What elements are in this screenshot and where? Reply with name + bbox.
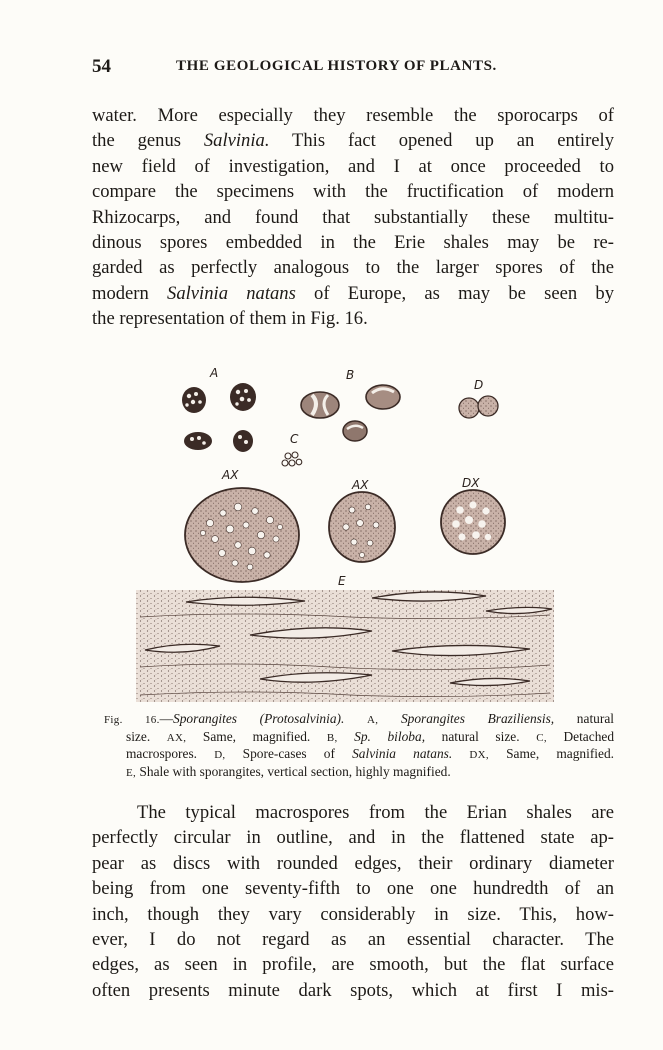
label-c: C xyxy=(290,432,299,446)
label-ax-2: AX xyxy=(352,478,369,492)
text-line: pear as discs with rounded edges, their ordinary diameter xyxy=(92,852,614,874)
figure-16-illustration xyxy=(90,355,625,705)
paragraph-1 xyxy=(92,103,614,332)
label-ref: E, xyxy=(126,766,137,779)
text-span: size. xyxy=(126,728,167,744)
figure-caption xyxy=(104,711,614,781)
italic-text: Sporangites xyxy=(173,711,237,726)
text-span: of Europe, as may be seen by xyxy=(295,282,614,304)
text-span: natural size. xyxy=(425,728,537,744)
label-d: D xyxy=(474,378,484,392)
label-ref: D, xyxy=(214,749,226,762)
text-line: dinous spores embedded in the Erie shales may be re- xyxy=(92,232,614,254)
label-e: E xyxy=(338,574,346,588)
paragraph-2 xyxy=(92,800,614,1003)
caption-line xyxy=(104,764,614,782)
text-line: garded as perfectly analogous to the larger spores of the xyxy=(92,257,614,279)
italic-text: Sporangites Braziliensis, xyxy=(400,711,555,726)
caption-line xyxy=(104,746,614,764)
text-span: natural xyxy=(554,711,614,726)
text-span: modern xyxy=(92,282,168,304)
text-line: inch, though they vary considerably in size. This, how- xyxy=(92,903,614,925)
text-line: edges, as seen in profile, are smooth, but the flat surface xyxy=(92,954,614,976)
label-ref: C, xyxy=(536,731,547,744)
label-dx: DX xyxy=(462,476,480,490)
italic-text: Salvinia. xyxy=(203,130,270,152)
label-ref: AX, xyxy=(166,731,187,744)
spores-group-d xyxy=(459,396,498,418)
text-span: macrospores. xyxy=(126,746,215,762)
text-span: Detached xyxy=(546,728,615,744)
label-ref: A, xyxy=(366,714,379,726)
text-line: new field of investigation, and I at once proceeded to xyxy=(92,155,614,177)
macrospore-ax-2 xyxy=(329,492,395,562)
italic-text: Salvinia natans xyxy=(167,282,296,304)
fig-label: Fig. 16. xyxy=(104,714,160,726)
text-span: This fact opened up an entirely xyxy=(269,130,614,152)
text-line: the representation of them in Fig. 16. xyxy=(92,308,368,330)
label-b: B xyxy=(346,368,355,382)
shale-section-e xyxy=(136,590,554,702)
text-line xyxy=(92,128,614,153)
text-line: Rhizocarps, and found that substantially these multitu- xyxy=(92,206,614,228)
text-span: Spore-cases of xyxy=(225,746,353,762)
text-span: the genus xyxy=(92,130,204,152)
text-line: being from one seventy-fifth to one one hundredth of an xyxy=(92,878,614,900)
italic-text: Salvinia natans. xyxy=(352,746,453,762)
macrospore-ax-1 xyxy=(185,488,299,582)
label-a: A xyxy=(210,366,219,380)
spores-group-a xyxy=(182,383,256,452)
spores-group-b xyxy=(301,385,400,441)
text-span: — xyxy=(159,711,174,726)
label-ref: B, xyxy=(326,731,338,744)
caption-line xyxy=(104,711,614,729)
text-span: Same, magnified. xyxy=(186,728,327,744)
text-span: Shale with sporangites, vertical section, highly magnified. xyxy=(136,763,451,779)
text-line: The typical macrospores from the Erian shales are xyxy=(137,802,614,823)
macrospore-dx xyxy=(441,490,505,554)
text-line: water. More especially they resemble the sporocarps of xyxy=(92,105,614,126)
text-line: perfectly circular in outline, and in the flattened state ap- xyxy=(92,827,614,849)
text-line xyxy=(92,281,614,306)
text-line: compare the specimens with the fructification of modern xyxy=(92,181,614,203)
text-span xyxy=(452,746,469,761)
italic-text: Sp. biloba, xyxy=(354,728,426,744)
italic-text: (Protosalvinia). xyxy=(259,711,345,726)
text-span: Same, magnified. xyxy=(488,746,614,762)
text-line: often presents minute dark spots, which at first I mis- xyxy=(92,979,614,1001)
text-line: ever, I do not regard as an essential character. The xyxy=(92,929,614,951)
page-number: 54 xyxy=(92,56,111,77)
spores-group-c xyxy=(282,452,302,466)
caption-line xyxy=(104,729,614,747)
label-ref: DX, xyxy=(469,749,489,762)
running-title: THE GEOLOGICAL HISTORY OF PLANTS. xyxy=(176,58,497,74)
running-header xyxy=(92,56,618,82)
label-ax-1: AX xyxy=(222,468,239,482)
